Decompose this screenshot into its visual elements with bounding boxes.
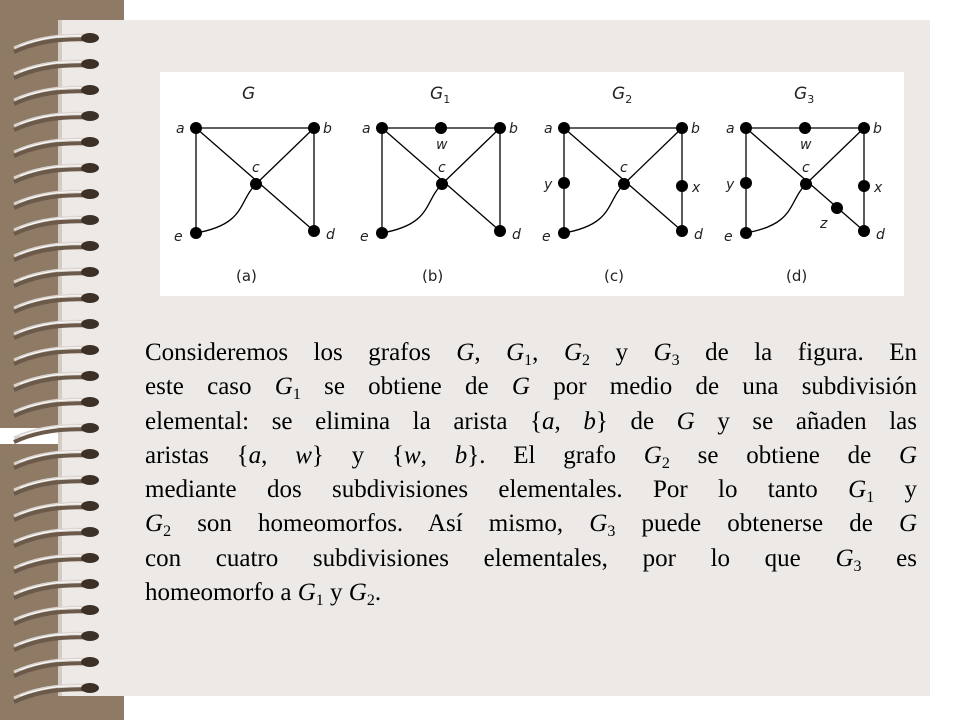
text-run: ,: [554, 407, 584, 435]
text-run: es: [861, 544, 918, 572]
spiral-ring: [14, 475, 99, 494]
label-d: d: [326, 227, 335, 243]
figure-panel: [160, 72, 904, 296]
paragraph-line: [145, 405, 917, 439]
paragraph-line: [145, 439, 917, 473]
text-run: Consideremos los grafos: [145, 339, 457, 366]
spiral-ring: [14, 59, 99, 78]
subscript: 1: [315, 592, 324, 610]
vertex-a: [558, 122, 570, 134]
math-symbol: G: [589, 510, 608, 538]
label-b: b: [509, 121, 518, 137]
label-b: b: [323, 121, 332, 137]
vertex-a: [190, 122, 202, 134]
spiral-ring: [14, 553, 99, 572]
vertex-y: [558, 177, 570, 189]
label-x: x: [692, 180, 701, 196]
text-run: se obtiene de: [300, 373, 512, 401]
text-run: } y {: [311, 441, 404, 469]
math-symbol: G: [297, 579, 316, 607]
math-symbol: w: [403, 441, 421, 469]
body-paragraph: [145, 336, 917, 610]
vertex-c: [800, 178, 812, 190]
label-d: d: [876, 227, 885, 243]
math-symbol: G: [456, 339, 475, 366]
graph-g2: [542, 84, 703, 285]
vertex-c: [618, 178, 630, 190]
math-symbol: b: [583, 407, 596, 435]
label-z: z: [820, 216, 828, 232]
graph-title: $G_3$: [794, 84, 815, 106]
spiral-ring: [14, 527, 99, 546]
graph-caption: (b): [422, 267, 444, 285]
vertex-w: [435, 122, 447, 134]
text-run: mediante dos subdivisiones elementales. Por lo tanto: [145, 476, 849, 504]
spiral-ring: [14, 683, 99, 702]
vertex-d: [494, 225, 506, 237]
math-symbol: G: [653, 339, 672, 366]
spiral-ring: [14, 163, 99, 182]
spiral-ring: [14, 85, 99, 104]
edge-c-e: [746, 184, 806, 233]
graphs-figure: [160, 72, 904, 296]
label-c: c: [252, 160, 260, 176]
spiral-ring: [14, 371, 99, 390]
subscript: 3: [853, 557, 862, 575]
spiral-ring: [14, 319, 99, 338]
spiral-ring: [14, 293, 99, 312]
paragraph-line: [145, 370, 917, 404]
label-a: a: [176, 121, 185, 137]
vertex-d: [858, 225, 870, 237]
label-w: w: [800, 137, 812, 153]
math-symbol: G: [145, 510, 164, 538]
spiral-ring: [14, 657, 99, 676]
subscript: 2: [582, 352, 590, 369]
label-b: b: [873, 121, 882, 137]
paragraph-line: [145, 576, 917, 610]
text-run: ,: [474, 339, 507, 366]
spiral-ring: [14, 189, 99, 208]
spiral-ring: [14, 397, 99, 416]
spiral-ring: [14, 631, 99, 650]
vertex-b: [676, 122, 688, 134]
vertex-e: [558, 227, 570, 239]
graph-title: $G_1$: [430, 84, 451, 106]
graph-caption: (c): [604, 267, 624, 285]
edge-c-e: [382, 184, 442, 233]
spiral-ring: [14, 33, 99, 52]
graph-caption: (a): [236, 267, 257, 285]
subscript: 2: [661, 454, 670, 472]
edge-b-c: [442, 128, 500, 184]
math-symbol: G: [563, 339, 582, 366]
text-run: }. El grafo: [467, 441, 644, 469]
paragraph-line: [145, 507, 917, 541]
edge-b-c: [256, 128, 314, 184]
label-a: a: [544, 121, 553, 137]
label-w: w: [436, 137, 448, 153]
edge-b-c: [806, 128, 864, 184]
vertex-e: [740, 227, 752, 239]
text-run: aristas {: [145, 441, 249, 469]
text-run: este caso: [145, 373, 275, 401]
text-run: ,: [261, 441, 296, 469]
subscript: 3: [607, 523, 616, 541]
vertex-a: [376, 122, 388, 134]
text-run: .: [374, 579, 382, 607]
text-run: con cuatro subdivisiones elementales, por lo que: [145, 544, 836, 572]
math-symbol: G: [643, 441, 662, 469]
graph-title: $G_2$: [612, 84, 633, 106]
math-symbol: G: [898, 510, 918, 538]
subscript: 1: [292, 386, 301, 404]
paragraph-line: [145, 336, 917, 370]
math-symbol: a: [248, 441, 262, 469]
vertex-e: [190, 227, 202, 239]
spiral-ring: [14, 501, 99, 520]
vertex-b: [308, 122, 320, 134]
label-c: c: [802, 160, 810, 176]
spiral-ring: [14, 449, 99, 468]
math-symbol: G: [506, 339, 525, 366]
text-run: ,: [532, 339, 564, 366]
label-e: e: [360, 229, 369, 245]
spiral-ring: [14, 215, 99, 234]
text-run: puede obtenerse de: [615, 510, 899, 538]
edge-b-c: [624, 128, 682, 184]
vertex-w: [799, 122, 811, 134]
label-y: y: [726, 177, 735, 193]
graph-g: [174, 84, 335, 285]
label-a: a: [362, 121, 371, 137]
label-y: y: [544, 177, 553, 193]
label-e: e: [542, 229, 551, 245]
math-symbol: w: [295, 441, 312, 469]
math-symbol: G: [348, 579, 367, 607]
math-symbol: G: [511, 373, 530, 401]
edge-c-e: [564, 184, 624, 233]
vertex-e: [376, 227, 388, 239]
graph-g3: [724, 84, 885, 285]
vertex-x: [676, 180, 688, 192]
spiral-ring: [14, 423, 99, 442]
graph-title: G: [242, 84, 256, 104]
label-d: d: [512, 227, 521, 243]
math-symbol: G: [835, 544, 854, 572]
vertex-d: [676, 225, 688, 237]
label-d: d: [694, 227, 703, 243]
text-run: } de: [595, 407, 677, 435]
text-run: elemental: se elimina la arista {: [145, 407, 543, 435]
label-c: c: [620, 160, 628, 176]
text-run: ,: [420, 441, 455, 469]
label-x: x: [874, 180, 883, 196]
text-run: se obtiene de: [669, 441, 899, 469]
math-symbol: G: [898, 441, 918, 469]
graph-g1: [360, 84, 521, 285]
text-run: y se añaden las: [694, 407, 917, 435]
vertex-a: [740, 122, 752, 134]
subscript: 2: [366, 592, 375, 610]
spiral-ring: [14, 605, 99, 624]
text-run: homeomorfo a: [145, 579, 298, 607]
paragraph-line: [145, 473, 917, 507]
subscript: 2: [163, 523, 172, 541]
label-a: a: [726, 121, 735, 137]
text-run: y: [323, 579, 349, 607]
text-run: y: [590, 339, 654, 366]
spiral-binding: [0, 0, 124, 720]
subscript: 3: [671, 352, 680, 369]
math-symbol: G: [848, 476, 867, 504]
spiral-ring: [14, 579, 99, 598]
label-e: e: [724, 229, 733, 245]
vertex-y: [740, 177, 752, 189]
math-symbol: a: [542, 407, 555, 435]
spiral-ring: [14, 267, 99, 286]
label-e: e: [174, 229, 183, 245]
vertex-x: [858, 180, 870, 192]
vertex-c: [250, 178, 262, 190]
label-c: c: [438, 160, 446, 176]
vertex-c: [436, 178, 448, 190]
math-symbol: G: [274, 373, 293, 401]
label-b: b: [691, 121, 700, 137]
math-symbol: b: [454, 441, 468, 469]
text-run: son homeomorfos. Así mismo,: [171, 510, 590, 538]
edge-c-e: [196, 184, 256, 233]
spiral-ring: [14, 137, 99, 156]
paragraph-line: [145, 542, 917, 576]
text-run: por medio de una subdivisión: [529, 373, 917, 401]
vertex-d: [308, 225, 320, 237]
math-symbol: G: [676, 407, 695, 435]
spiral-ring: [14, 241, 99, 260]
subscript: 1: [866, 489, 875, 507]
subscript: 1: [524, 352, 533, 369]
vertex-b: [858, 122, 870, 134]
text-run: de la figura. En: [679, 339, 918, 366]
vertex-b: [494, 122, 506, 134]
text-run: y: [874, 476, 918, 504]
graph-caption: (d): [786, 267, 808, 285]
spiral-ring: [14, 111, 99, 130]
spiral-ring: [14, 345, 99, 364]
vertex-z: [831, 202, 843, 214]
